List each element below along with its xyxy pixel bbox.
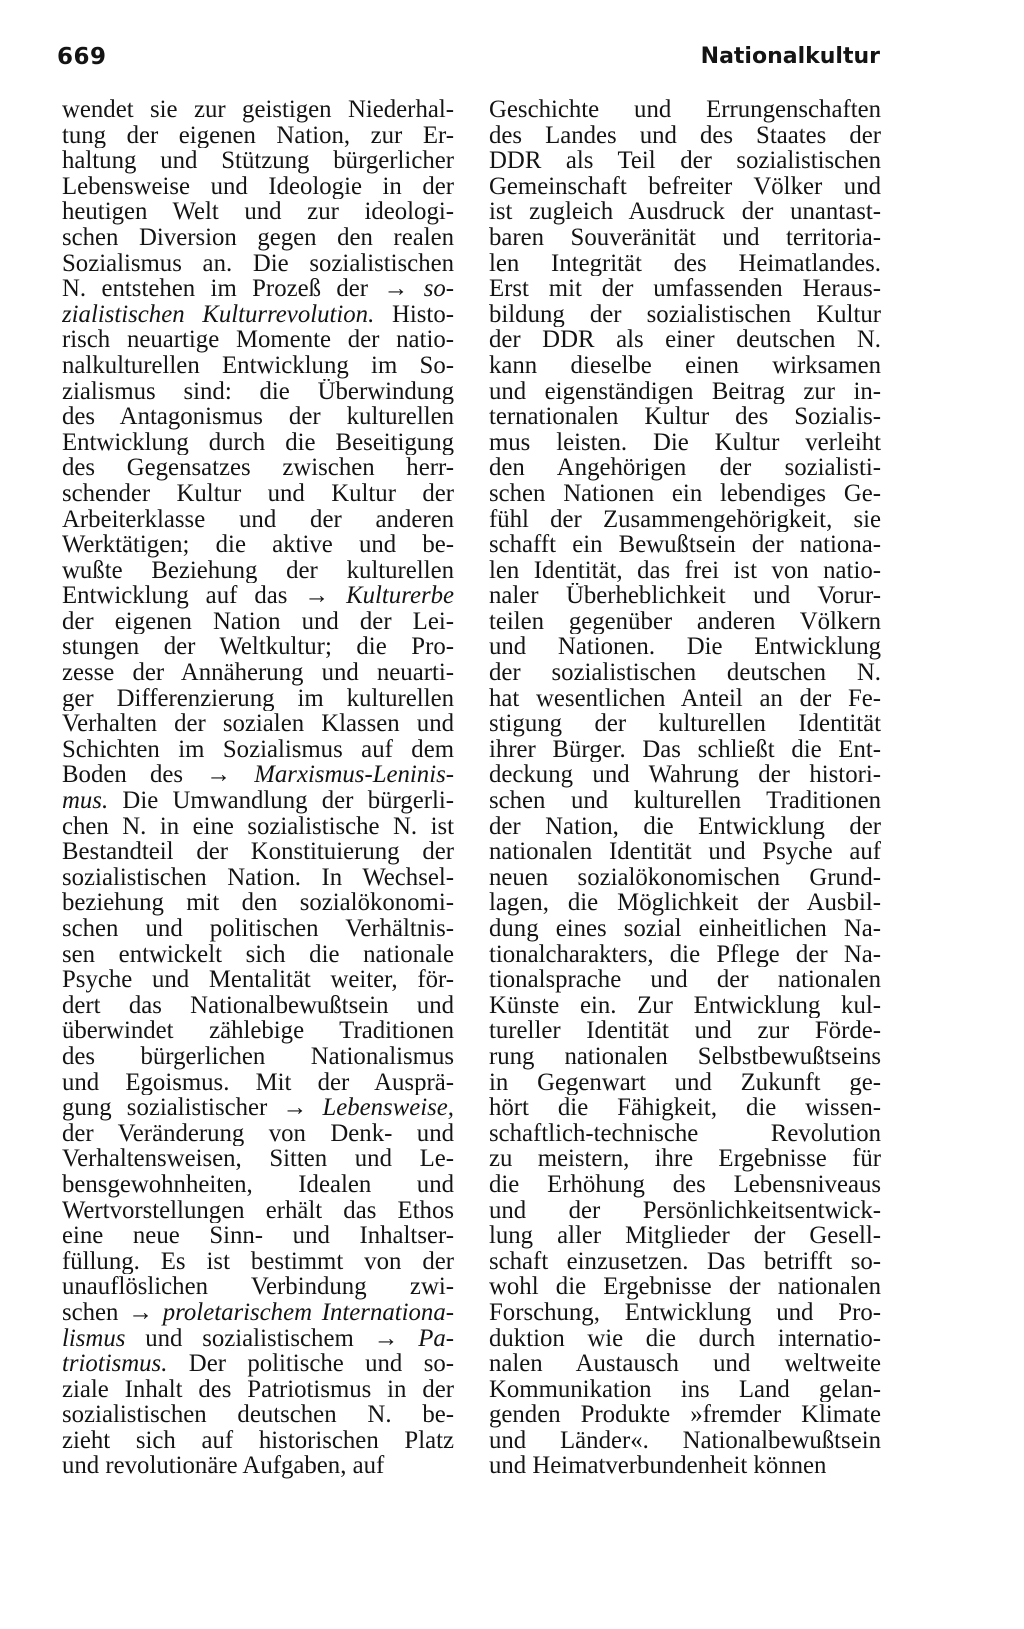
text-line: Geschichte und Errungenschaften: [489, 97, 881, 123]
text-line: schaftlich-technische Revolution: [489, 1120, 881, 1147]
text-line: sozialistischen deutschen N. be-: [62, 1402, 454, 1428]
text-line: Arbeiterklasse und der anderen: [62, 506, 454, 533]
text-line: tionalcharakters, die Pflege der Na-: [489, 941, 881, 968]
page-header: [57, 44, 880, 78]
text-line: und Egoismus. Mit der Ausprä-: [62, 1069, 454, 1096]
text-line: der Nation, die Entwicklung der: [489, 813, 881, 840]
text-line: der eigenen Nation und der Lei-: [62, 608, 454, 635]
text-line: des bürgerlichen Nationalismus: [62, 1043, 454, 1070]
text-line: DDR als Teil der sozialistischen: [489, 148, 881, 174]
text-line: der Veränderung von Denk- und: [62, 1120, 454, 1147]
text-line: den Angehörigen der sozialisti-: [489, 455, 881, 481]
text-line: Lebensweise und Ideologie in der: [62, 173, 454, 200]
text-line: schen Diversion gegen den realen: [62, 224, 454, 251]
text-line: in Gegenwart und Zukunft ge-: [489, 1069, 881, 1096]
text-line: Werktätigen; die aktive und be-: [62, 532, 454, 558]
text-line: dung eines sozial einheitlichen Na-: [489, 916, 881, 942]
text-line: neuen sozialökonomischen Grund-: [489, 864, 881, 891]
text-line: kann dieselbe einen wirksamen: [489, 352, 881, 379]
text-line: mus leisten. Die Kultur verleiht: [489, 429, 881, 456]
text-line: ist zugleich Ausdruck der unantast-: [489, 199, 881, 225]
text-line: Verhalten der sozialen Klassen und: [62, 711, 454, 737]
text-line: nationalen Identität und Psyche auf: [489, 839, 881, 865]
text-line: lung aller Mitglieder der Gesell-: [489, 1223, 881, 1249]
text-line: und Heimatverbundenheit können: [489, 1453, 827, 1480]
text-line: duktion wie die durch internatio-: [489, 1325, 881, 1352]
text-line: tionalsprache und der nationalen: [489, 967, 881, 993]
text-column-left: [62, 97, 454, 1479]
text-line: sozialistischen Nation. In Wechsel-: [62, 864, 454, 891]
text-line: der DDR als einer deutschen N.: [489, 327, 881, 353]
text-line: tung der eigenen Nation, zur Er-: [62, 122, 454, 149]
text-line: überwindet zählebige Traditionen: [62, 1018, 454, 1044]
text-line: fühl der Zusammengehörigkeit, sie: [489, 506, 881, 533]
text-line: Sozialismus an. Die sozialistischen: [62, 250, 454, 277]
text-line: gung sozialistischer → Lebensweise,: [62, 1095, 454, 1121]
text-line: sen entwickelt sich die nationale: [62, 941, 454, 968]
text-line: und revolutionäre Aufgaben, auf: [62, 1453, 385, 1480]
text-line: Schichten im Sozialismus auf dem: [62, 736, 454, 763]
text-column-right: [489, 97, 881, 1479]
text-line: risch neuartige Momente der natio-: [62, 327, 454, 353]
text-line: schen und politischen Verhältnis-: [62, 916, 454, 942]
text-line: naler Überheblichkeit und Vorur-: [489, 583, 881, 609]
running-head: Nationalkultur: [700, 44, 880, 69]
text-line: Entwicklung durch die Beseitigung: [62, 429, 454, 456]
text-line: zialismus sind: die Überwindung: [62, 378, 454, 405]
text-line: ihrer Bürger. Das schließt die Ent-: [489, 736, 881, 763]
text-line: beziehung mit den sozialökonomi-: [62, 890, 454, 916]
text-line: mus. Die Umwandlung der bürgerli-: [62, 788, 454, 814]
text-line: len Identität, das frei ist von natio-: [489, 557, 881, 584]
text-line: chen N. in eine sozialistische N. ist: [62, 813, 454, 840]
text-line: die Erhöhung des Lebensniveaus: [489, 1171, 881, 1198]
text-line: zu meistern, ihre Ergebnisse für: [489, 1146, 881, 1172]
text-line: Künste ein. Zur Entwicklung kul-: [489, 992, 881, 1019]
text-line: len Integrität des Heimatlandes.: [489, 250, 881, 277]
text-line: lagen, die Möglichkeit der Ausbil-: [489, 890, 881, 916]
text-line: dert das Nationalbewußtsein und: [62, 992, 454, 1019]
text-line: Bestandteil der Konstituierung der: [62, 839, 454, 865]
text-line: tureller Identität und zur Förde-: [489, 1018, 881, 1044]
text-line: wohl die Ergebnisse der nationalen: [489, 1274, 881, 1300]
text-line: Wertvorstellungen erhält das Ethos: [62, 1197, 454, 1224]
text-line: lismus und sozialistischem → Pa-: [62, 1325, 454, 1352]
text-line: stigung der kulturellen Identität: [489, 711, 881, 737]
text-line: schen und kulturellen Traditionen: [489, 788, 881, 814]
text-line: teilen gegenüber anderen Völkern: [489, 608, 881, 635]
text-line: N. entstehen im Prozeß der → so-: [62, 276, 454, 302]
text-line: schafft ein Bewußtsein der nationa-: [489, 532, 881, 558]
text-line: des Gegensatzes zwischen herr-: [62, 455, 454, 481]
text-line: füllung. Es ist bestimmt von der: [62, 1248, 454, 1275]
text-line: haltung und Stützung bürgerlicher: [62, 148, 454, 174]
text-line: zesse der Annäherung und neuarti-: [62, 660, 454, 686]
text-line: ger Differenzierung im kulturellen: [62, 685, 454, 712]
text-line: zialistischen Kulturrevolution. Histo-: [62, 301, 454, 328]
text-line: und eigenständigen Beitrag zur in-: [489, 378, 881, 405]
text-line: Erst mit der umfassenden Heraus-: [489, 276, 881, 302]
text-line: ternationalen Kultur des Sozialis-: [489, 404, 881, 430]
text-line: der sozialistischen deutschen N.: [489, 660, 881, 686]
text-line: hört die Fähigkeit, die wissen-: [489, 1095, 881, 1121]
text-line: rung nationalen Selbstbewußtseins: [489, 1043, 881, 1070]
text-line: zieht sich auf historischen Platz: [62, 1427, 454, 1454]
text-line: schaft einzusetzen. Das betrifft so-: [489, 1248, 881, 1275]
text-line: hat wesentlichen Anteil an der Fe-: [489, 685, 881, 712]
text-line: schen Nationen ein lebendiges Ge-: [489, 480, 881, 507]
text-line: Boden des → Marxismus-Leninis-: [62, 762, 454, 789]
text-line: des Antagonismus der kulturellen: [62, 404, 454, 430]
text-line: eine neue Sinn- und Inhaltser-: [62, 1223, 454, 1249]
text-line: und Nationen. Die Entwicklung: [489, 634, 881, 661]
text-line: wendet sie zur geistigen Niederhal-: [62, 97, 454, 123]
text-line: deckung und Wahrung der histori-: [489, 762, 881, 789]
text-line: nalen Austausch und weltweite: [489, 1351, 881, 1377]
text-line: Psyche und Mentalität weiter, för-: [62, 967, 454, 993]
text-line: triotismus. Der politische und so-: [62, 1351, 454, 1377]
text-line: Forschung, Entwicklung und Pro-: [489, 1299, 881, 1326]
text-line: nalkulturellen Entwicklung im So-: [62, 352, 454, 379]
text-line: ziale Inhalt des Patriotismus in der: [62, 1376, 454, 1403]
text-line: stungen der Weltkultur; die Pro-: [62, 634, 454, 661]
text-line: des Landes und des Staates der: [489, 122, 881, 149]
text-line: Kommunikation ins Land gelan-: [489, 1376, 881, 1403]
text-line: und der Persönlichkeitsentwick-: [489, 1197, 881, 1224]
page-number: 669: [57, 44, 107, 70]
text-line: heutigen Welt und zur ideologi-: [62, 199, 454, 225]
text-line: bensgewohnheiten, Idealen und: [62, 1171, 454, 1198]
text-line: Entwicklung auf das → Kulturerbe: [62, 583, 454, 609]
text-line: genden Produkte »fremder Klimate: [489, 1402, 881, 1428]
text-line: schender Kultur und Kultur der: [62, 480, 454, 507]
text-line: unauflöslichen Verbindung zwi-: [62, 1274, 454, 1300]
text-line: wußte Beziehung der kulturellen: [62, 557, 454, 584]
text-line: bildung der sozialistischen Kultur: [489, 301, 881, 328]
text-line: und Länder«. Nationalbewußtsein: [489, 1427, 881, 1454]
text-line: Verhaltensweisen, Sitten und Le-: [62, 1146, 454, 1172]
text-line: Gemeinschaft befreiter Völker und: [489, 173, 881, 200]
text-line: baren Souveränität und territoria-: [489, 224, 881, 251]
text-line: schen → proletarischem Internationa-: [62, 1299, 454, 1326]
